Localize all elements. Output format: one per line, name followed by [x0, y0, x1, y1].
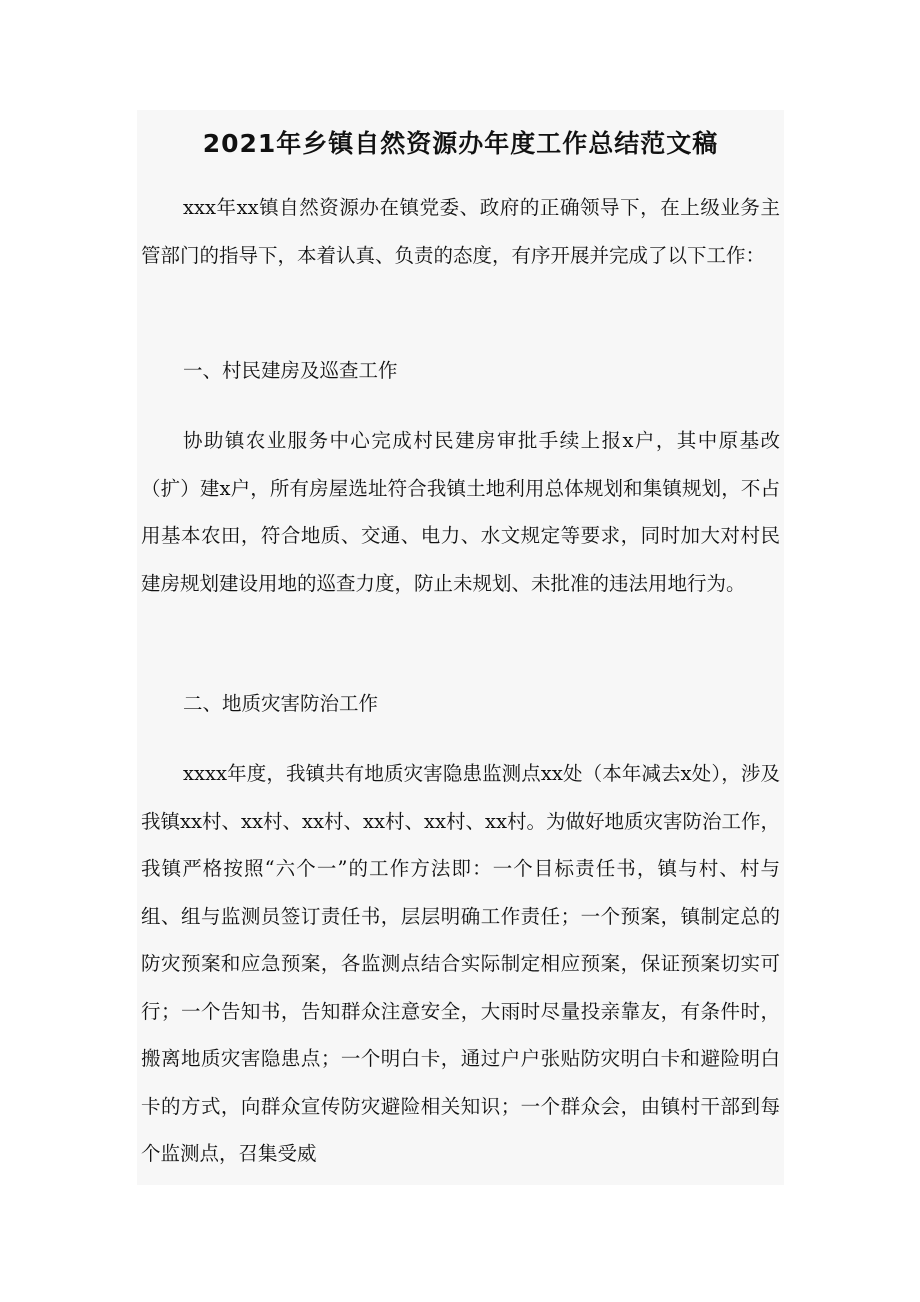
section-heading-2: 二、地质灾害防治工作	[183, 692, 379, 715]
section-heading-1: 一、村民建房及巡查工作	[183, 359, 398, 382]
document-page	[137, 110, 784, 1185]
section-paragraph-1: 协助镇农业服务中心完成村民建房审批手续上报x户，其中原基改（扩）建x户，所有房屋选址符合我镇土地利用总体规划和集镇规划，不占用基本农田，符合地质、交通、电力、水文规定等要求，同时加大对村民建房规划建设用地的巡查力度，防止未规划、未批准的违法用地行为。	[141, 429, 780, 595]
section-paragraph-2: xxxx年度，我镇共有地质灾害隐患监测点xx处（本年减去x处），涉及我镇xx村、xx村、xx村、xx村、xx村、xx村。为做好地质灾害防治工作，我镇严格按照“六个一”的工作方法即：一个目标责任书，镇与村、村与组、组与监测员签订责任书，层层明确工作责任；一个预案，镇制定总的防灾预案和应急预案，各监测点结合实际制定相应预案，保证预案切实可行；一个告知书，告知群众注意安全，大雨时尽量投亲靠友，有条件时，搬离地质灾害隐患点；一个明白卡，通过户户张贴防灾明白卡和避险明白卡的方式，向群众宣传防灾避险相关知识；一个群众会，由镇村干部到每个监测点，召集受威	[141, 762, 780, 1165]
document-title: 2021年乡镇自然资源办年度工作总结范文稿	[202, 129, 719, 158]
intro-paragraph: xxx年xx镇自然资源办在镇党委、政府的正确领导下，在上级业务主管部门的指导下，本着认真、负责的态度，有序开展并完成了以下工作：	[141, 196, 780, 267]
